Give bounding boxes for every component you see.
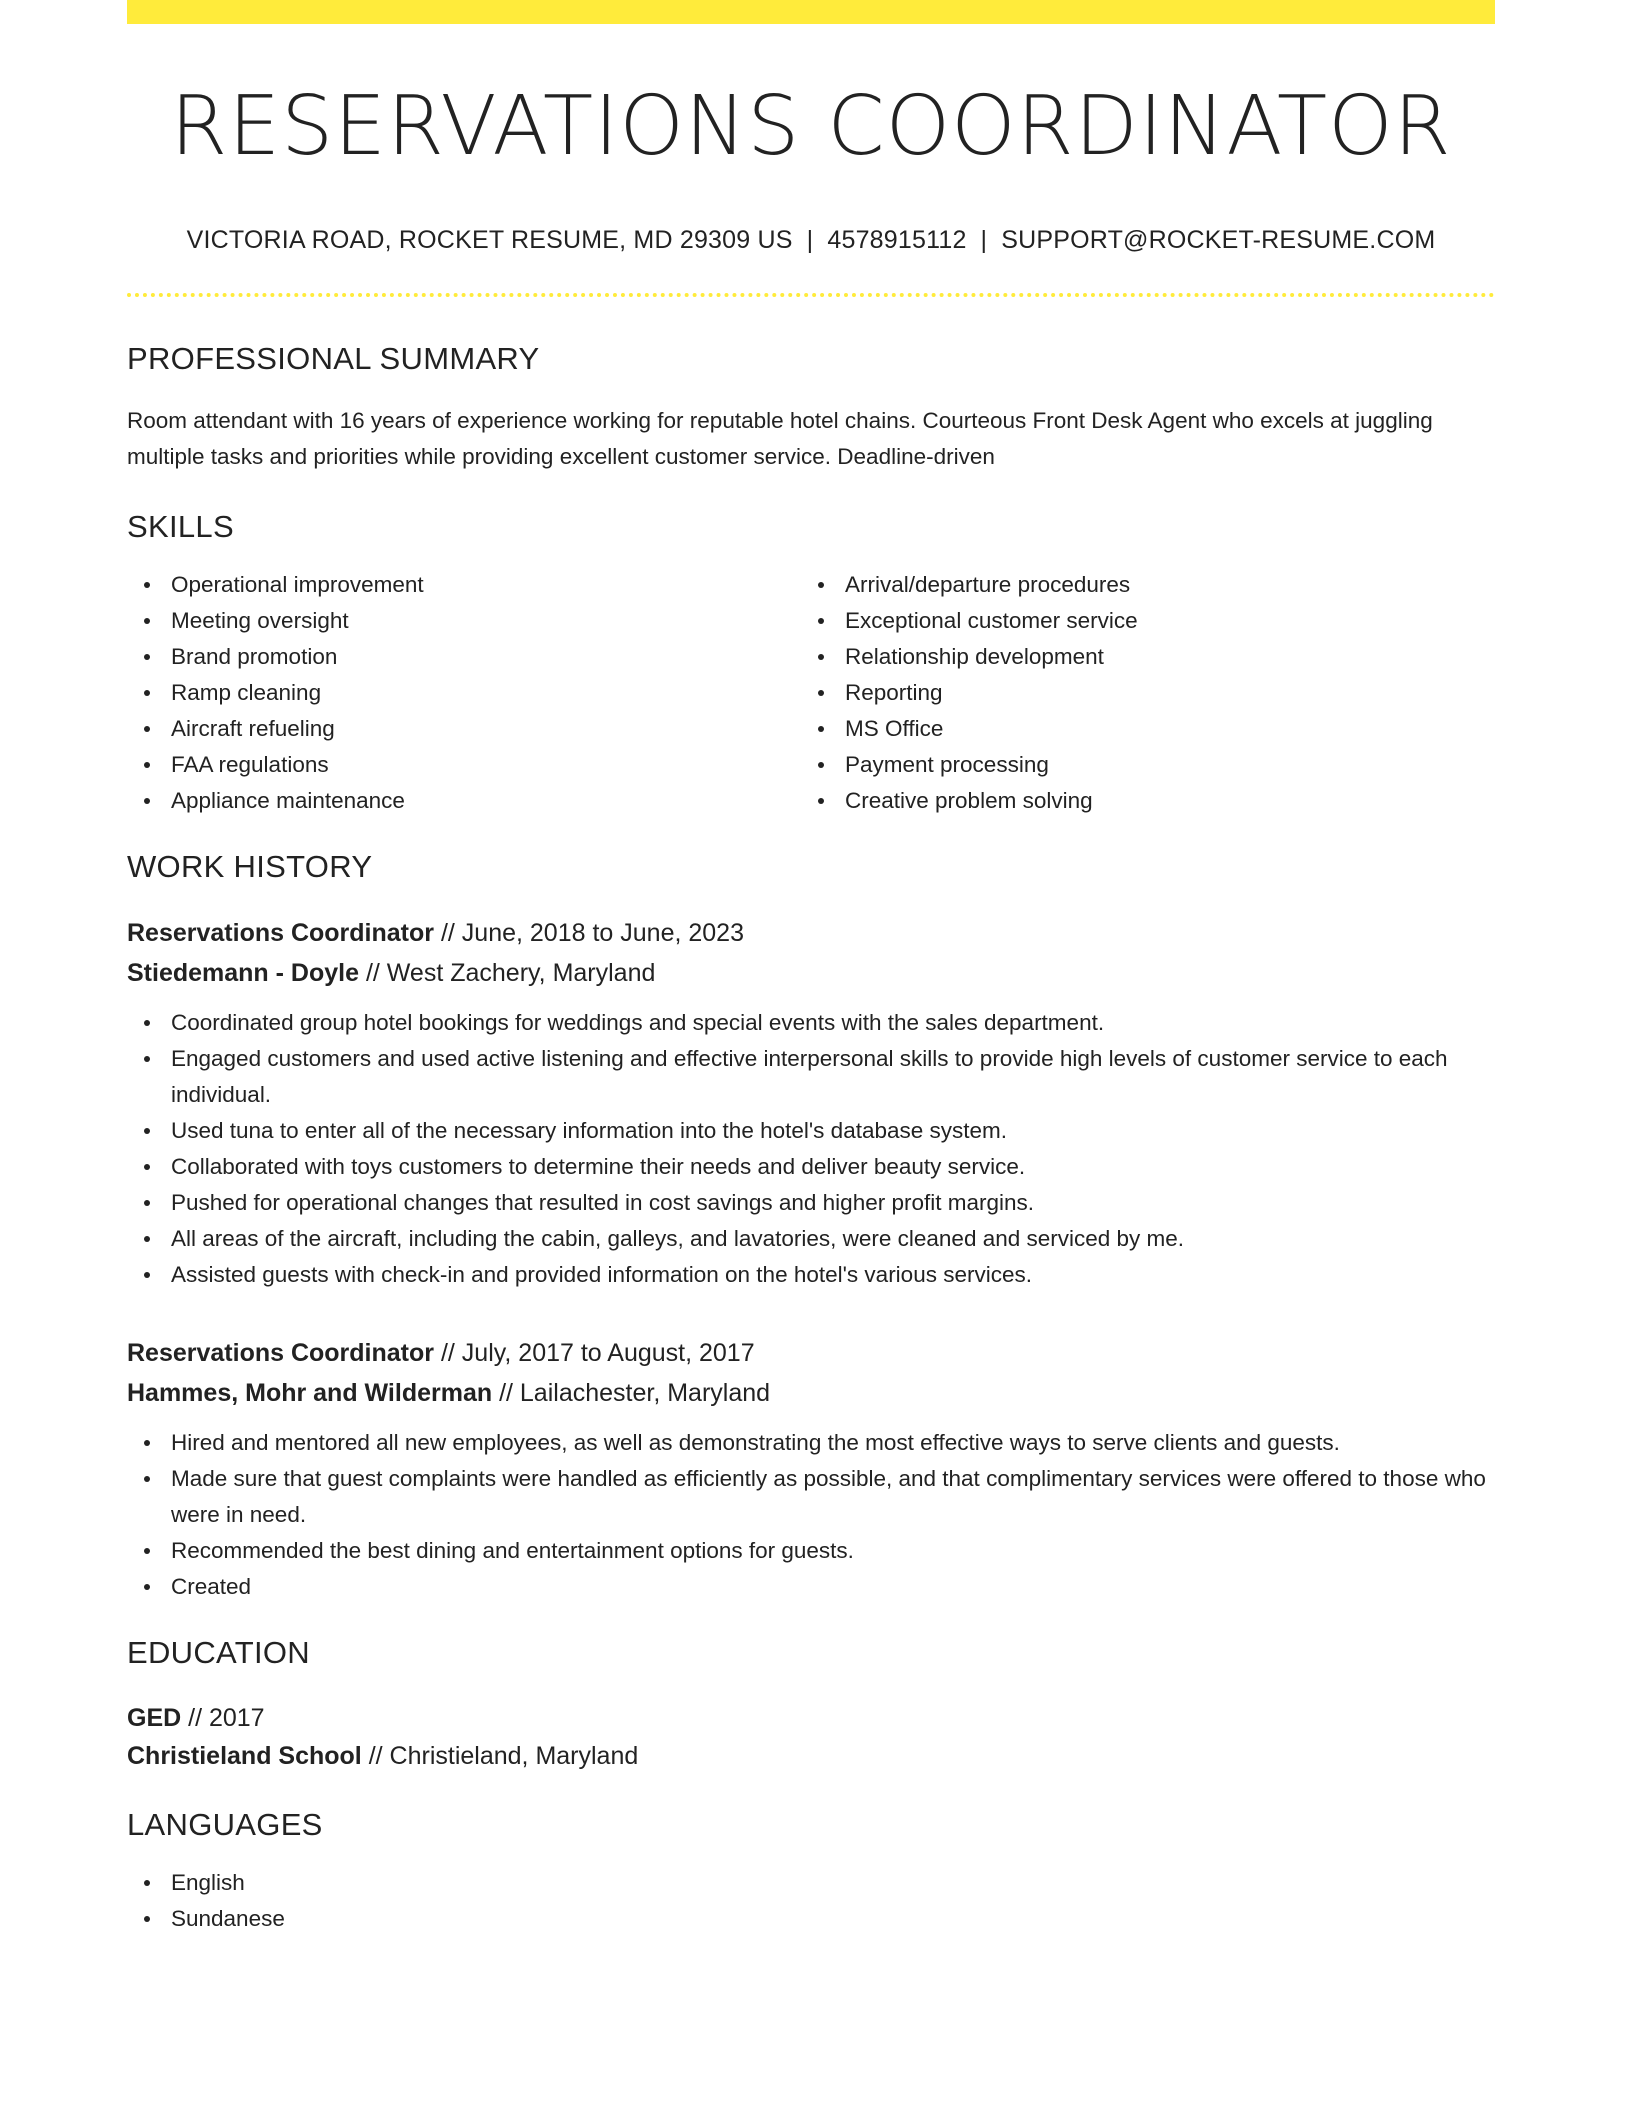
education-location: // Christieland, Maryland — [361, 1742, 639, 1771]
skill-item: Exceptional customer service — [801, 603, 1475, 639]
job-entry — [127, 913, 1495, 1293]
job-duty: Engaged customers and used active listening and effective interpersonal skills to provide high levels of customer service to each individual. — [127, 1041, 1495, 1113]
job-duty: Collaborated with toys customers to determine their needs and deliver beauty service. — [127, 1149, 1495, 1185]
job-duty: Coordinated group hotel bookings for weddings and special events with the sales department. — [127, 1005, 1495, 1041]
education-entry — [127, 1699, 1495, 1775]
job-location: // West Zachery, Maryland — [359, 959, 656, 988]
job-duty: Pushed for operational changes that resulted in cost savings and higher profit margins. — [127, 1185, 1495, 1221]
job-role: Reservations Coordinator — [127, 919, 435, 948]
job-duty: All areas of the aircraft, including the cabin, galleys, and lavatories, were cleaned and serviced by me. — [127, 1221, 1495, 1257]
contact-phone: 4578915112 — [827, 226, 967, 255]
job-duty: Made sure that guest complaints were handled as efficiently as possible, and that complimentary services were offered to those who were in need. — [127, 1461, 1495, 1533]
job-entry — [127, 1333, 1495, 1605]
resume-title: RESERVATIONS COORDINATOR — [170, 79, 1452, 174]
job-dates: // June, 2018 to June, 2023 — [434, 919, 744, 948]
job-company: Stiedemann - Doyle — [127, 959, 359, 988]
skill-item: Arrival/departure procedures — [801, 567, 1475, 603]
skill-item: FAA regulations — [127, 747, 801, 783]
skills-list — [127, 567, 1495, 819]
skill-item: Meeting oversight — [127, 603, 801, 639]
skill-item: Creative problem solving — [801, 783, 1475, 819]
job-duty: Created — [127, 1569, 1495, 1605]
header-divider — [127, 293, 1495, 297]
skill-item: Payment processing — [801, 747, 1475, 783]
summary-text: Room attendant with 16 years of experience working for reputable hotel chains. Courteous Front Desk Agent who excels at juggling multiple tasks and priorities while providing excellent customer service. Deadline-driven — [127, 408, 1433, 470]
education-school-line — [127, 1737, 1495, 1775]
education-heading: EDUCATION — [127, 1635, 310, 1671]
skills-column-left — [127, 567, 801, 819]
resume-page — [127, 0, 1495, 1937]
job-role: Reservations Coordinator — [127, 1339, 435, 1368]
job-duty: Assisted guests with check-in and provided information on the hotel's various services. — [127, 1257, 1495, 1293]
contact-email: SUPPORT@ROCKET-RESUME.COM — [1001, 226, 1436, 255]
job-duties — [127, 1425, 1495, 1605]
languages-list — [127, 1865, 1495, 1937]
job-company: Hammes, Mohr and Wilderman — [127, 1379, 493, 1408]
job-duty: Used tuna to enter all of the necessary information into the hotel's database system. — [127, 1113, 1495, 1149]
language-item: English — [127, 1865, 1495, 1901]
contact-address: VICTORIA ROAD, ROCKET RESUME, MD 29309 US — [186, 226, 793, 255]
skill-item: Ramp cleaning — [127, 675, 801, 711]
skill-item: Aircraft refueling — [127, 711, 801, 747]
skills-heading: SKILLS — [127, 509, 234, 545]
education-degree-line — [127, 1699, 1495, 1737]
job-title-line — [127, 913, 1495, 953]
skill-item: MS Office — [801, 711, 1475, 747]
education-school: Christieland School — [127, 1742, 362, 1771]
job-dates: // July, 2017 to August, 2017 — [434, 1339, 755, 1368]
language-item: Sundanese — [127, 1901, 1495, 1937]
skill-item: Appliance maintenance — [127, 783, 801, 819]
education-year: // 2017 — [181, 1704, 265, 1733]
job-duty: Recommended the best dining and entertainment options for guests. — [127, 1533, 1495, 1569]
skills-column-right — [801, 567, 1475, 819]
education-degree: GED — [127, 1704, 182, 1733]
skill-item: Operational improvement — [127, 567, 801, 603]
skill-item: Reporting — [801, 675, 1475, 711]
job-duties — [127, 1005, 1495, 1293]
contact-line — [127, 226, 1495, 255]
skill-item: Brand promotion — [127, 639, 801, 675]
languages-heading: LANGUAGES — [127, 1807, 323, 1843]
top-accent-bar — [127, 0, 1495, 24]
work-history-heading: WORK HISTORY — [127, 849, 373, 885]
job-duty: Hired and mentored all new employees, as well as demonstrating the most effective ways to serve clients and guests. — [127, 1425, 1495, 1461]
job-company-line — [127, 953, 1495, 993]
summary-heading: PROFESSIONAL SUMMARY — [127, 341, 540, 377]
skill-item: Relationship development — [801, 639, 1475, 675]
job-title-line — [127, 1333, 1495, 1373]
contact-separator: | — [980, 226, 988, 255]
languages-section — [127, 1865, 1495, 1937]
job-company-line — [127, 1373, 1495, 1413]
contact-separator: | — [806, 226, 814, 255]
job-location: // Lailachester, Maryland — [492, 1379, 771, 1408]
